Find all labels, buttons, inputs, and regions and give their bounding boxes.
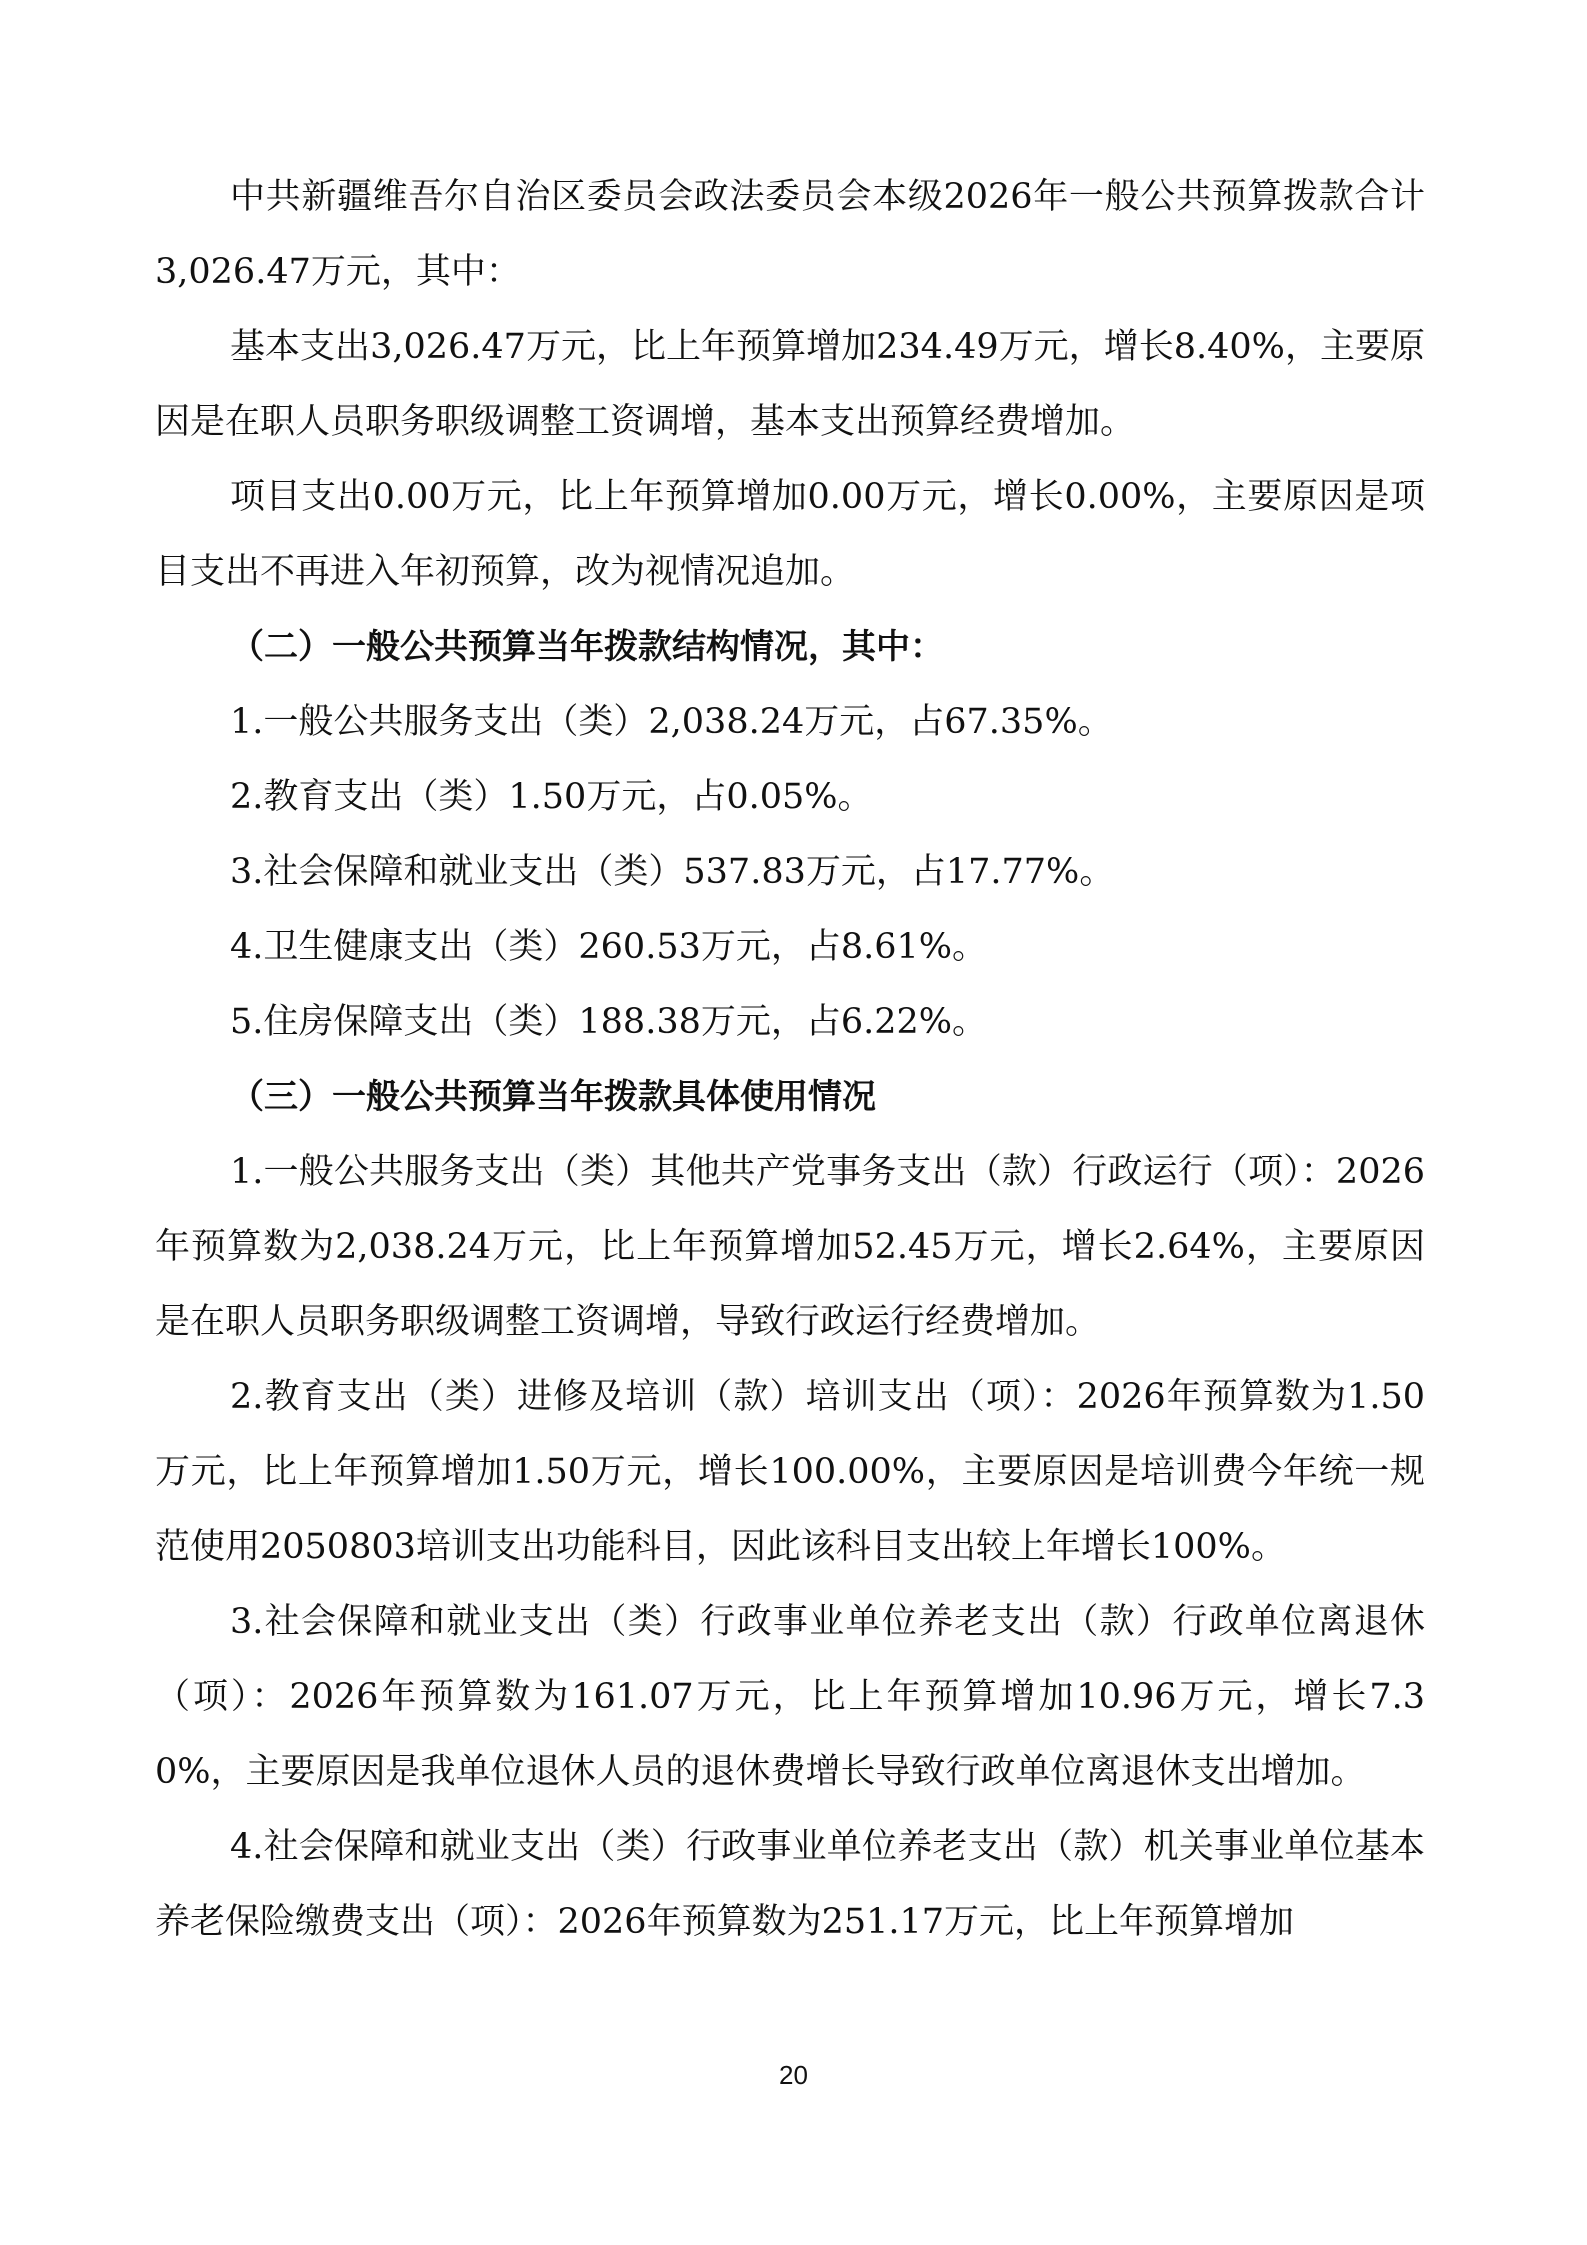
paragraph-basic-expenditure: 基本支出3,026.47万元，比上年预算增加234.49万元，增长8.40%，主要原因是在职人员职务职级调整工资调增，基本支出预算经费增加。	[155, 327, 1425, 442]
list-item-housing: 5.住房保障支出（类）188.38万元，占6.22%。	[230, 1002, 988, 1042]
paragraph-usage-2: 2.教育支出（类）进修及培训（款）培训支出（项）：2026年预算数为1.50万元，比上年预算增加1.50万元，增长100.00%，主要原因是培训费今年统一规范使用2050803培训支出功能科目，因此该科目支出较上年增长100%。	[155, 1377, 1425, 1567]
list-item-general-public-service: 1.一般公共服务支出（类）2,038.24万元，占67.35%。	[230, 702, 1113, 742]
paragraph-usage-4: 4.社会保障和就业支出（类）行政事业单位养老支出（款）机关事业单位基本养老保险缴费支出（项）：2026年预算数为251.17万元，比上年预算增加	[155, 1827, 1425, 1942]
paragraph-usage-1: 1.一般公共服务支出（类）其他共产党事务支出（款）行政运行（项）：2026年预算数为2,038.24万元，比上年预算增加52.45万元，增长2.64%，主要原因是在职人员职务职级调整工资调增，导致行政运行经费增加。	[155, 1152, 1425, 1342]
list-item-social-security: 3.社会保障和就业支出（类）537.83万元，占17.77%。	[230, 852, 1115, 892]
list-item-education: 2.教育支出（类）1.50万元，占0.05%。	[230, 777, 873, 817]
list-item-health: 4.卫生健康支出（类）260.53万元，占8.61%。	[230, 927, 988, 967]
paragraph-total: 中共新疆维吾尔自治区委员会政法委员会本级2026年一般公共预算拨款合计3,026.47万元，其中：	[155, 177, 1425, 292]
document-body	[155, 160, 1425, 1960]
page-number: 20	[779, 2060, 808, 2090]
paragraph-usage-3: 3.社会保障和就业支出（类）行政事业单位养老支出（款）行政单位离退休（项）：2026年预算数为161.07万元，比上年预算增加10.96万元，增长7.30%，主要原因是我单位退休人员的退休费增长导致行政单位离退休支出增加。	[155, 1602, 1425, 1792]
paragraph-project-expenditure: 项目支出0.00万元，比上年预算增加0.00万元，增长0.00%，主要原因是项目支出不再进入年初预算，改为视情况追加。	[155, 477, 1425, 592]
section-heading-usage: （三）一般公共预算当年拨款具体使用情况	[230, 1077, 876, 1117]
section-heading-structure: （二）一般公共预算当年拨款结构情况，其中：	[230, 627, 944, 667]
